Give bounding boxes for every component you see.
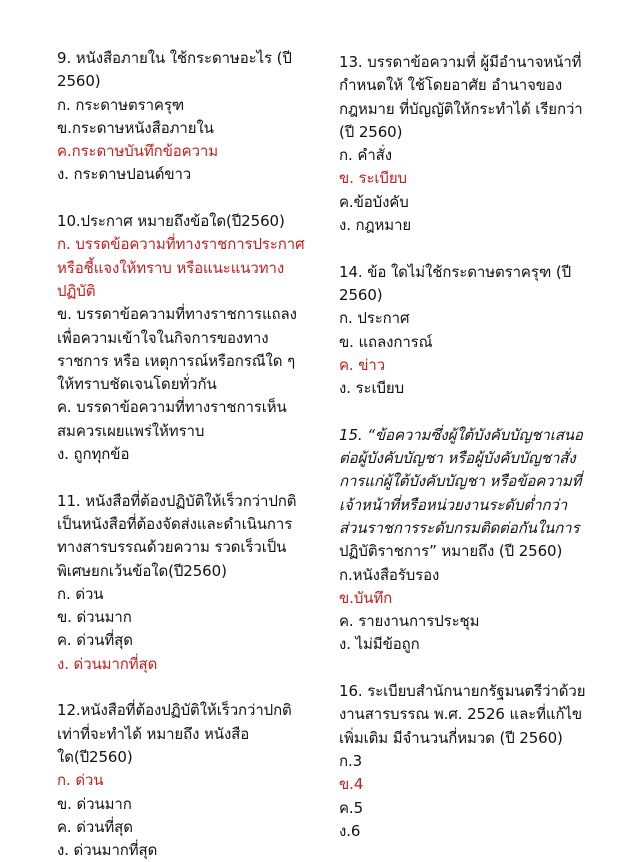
question-11-option-c: ค. ด่วนที่สุด bbox=[57, 631, 133, 650]
question-15 bbox=[339, 424, 601, 657]
question-15-option-c: ค. รายงานการประชุม bbox=[339, 612, 480, 631]
question-14-option-a: ก. ประกาศ bbox=[339, 309, 410, 328]
question-15-option-d: ง. ไม่มีข้อถูก bbox=[339, 635, 420, 654]
question-12-option-d: ง. ด่วนมากที่สุด bbox=[57, 841, 158, 860]
question-15-option-a: ก.หนังสือรับรอง bbox=[339, 565, 440, 584]
question-16-line-1: 16. ระเบียบสำนักนายกรัฐมนตรีว่าด้วย bbox=[339, 682, 586, 701]
question-10-option-b-line-4: ให้ทราบชัดเจนโดยทั่วกัน bbox=[57, 375, 217, 394]
question-10-answer-a-line-3: ปฏิบัติ bbox=[57, 281, 96, 300]
question-10-line-1: 10.ประกาศ หมายถึงข้อใด(ปี2560) bbox=[57, 212, 285, 231]
question-14-line-2: 2560) bbox=[339, 285, 383, 304]
question-13-line-3: กฎหมาย ที่บัญญัติให้กระทำได้ เรียกว่า bbox=[339, 99, 583, 118]
question-12 bbox=[57, 699, 319, 862]
question-15-line-5: ส่วนราชการระดับกรมติดต่อกันในการ bbox=[339, 518, 580, 537]
question-9-answer-c: ค.กระดาษบันทึกข้อความ bbox=[57, 142, 219, 161]
question-16-answer-b: ข.4 bbox=[339, 775, 364, 794]
question-15-line-1: 15. “ข้อความซึ่งผู้ใต้บังคับบัญชาเสนอ bbox=[339, 425, 583, 444]
question-13 bbox=[339, 51, 601, 237]
question-9-option-b: ข.กระดาษหนังสือภายใน bbox=[57, 118, 214, 137]
question-15-line-4: เจ้าหน้าที่หรือหน่วยงานระดับต่ำกว่า bbox=[339, 495, 568, 514]
question-15-line-3: การแก่ผู้ใต้บังคับบัญชา หรือข้อความที่ bbox=[339, 472, 582, 491]
question-16-line-3: เพิ่มเติม มีจำนวนกี่หมวด (ปี 2560) bbox=[339, 728, 563, 747]
question-9-line-2: 2560) bbox=[57, 72, 101, 91]
question-13-answer-b: ข. ระเบียบ bbox=[339, 169, 407, 188]
right-column bbox=[339, 51, 601, 843]
question-9-line-1: 9. หนังสือภายใน ใช้กระดาษอะไร (ปี bbox=[57, 49, 292, 67]
question-14-option-b: ข. แถลงการณ์ bbox=[339, 332, 433, 351]
question-11-line-4: พิเศษยกเว้นข้อใด(ปี2560) bbox=[57, 561, 227, 580]
question-16 bbox=[339, 680, 601, 843]
question-14-option-d: ง. ระเบียบ bbox=[339, 379, 405, 398]
question-10-answer-a-line-2: หรือชี้แจงให้ทราบ หรือแนะแนวทาง bbox=[57, 258, 285, 277]
question-11-line-2: เป็นหนังสือที่ต้องจัดส่งและดำเนินการ bbox=[57, 514, 293, 533]
question-15-line-6: ปฏิบัติราชการ” หมายถึง (ปี 2560) bbox=[339, 542, 563, 561]
question-11-option-b: ข. ด่วนมาก bbox=[57, 608, 132, 627]
question-9-option-d: ง. กระดาษปอนด์ขาว bbox=[57, 165, 192, 184]
question-16-option-a: ก.3 bbox=[339, 751, 363, 770]
question-14 bbox=[339, 261, 601, 401]
question-13-option-d: ง. กฎหมาย bbox=[339, 216, 412, 235]
question-13-line-1: 13. บรรดาข้อความที่ ผู้มีอำนาจหน้าที่ bbox=[339, 53, 582, 71]
question-11-line-1: 11. หนังสือที่ต้องปฏิบัติให้เร็วกว่าปกติ bbox=[57, 491, 297, 510]
question-10-option-d: ง. ถูกทุกข้อ bbox=[57, 445, 130, 464]
question-11-answer-d: ง. ด่วนมากที่สุด bbox=[57, 654, 158, 673]
question-13-line-4: (ปี 2560) bbox=[339, 122, 403, 141]
left-column bbox=[57, 47, 319, 862]
question-12-line-2: เท่าที่จะทำได้ หมายถึง หนังสือ bbox=[57, 724, 250, 743]
question-10 bbox=[57, 210, 319, 466]
question-12-option-c: ค. ด่วนที่สุด bbox=[57, 817, 133, 836]
question-14-line-1: 14. ข้อ ใดไม่ใช้กระดาษตราครุฑ (ปี bbox=[339, 262, 572, 281]
question-12-line-3: ใด(ปี2560) bbox=[57, 747, 133, 766]
question-12-option-b: ข. ด่วนมาก bbox=[57, 794, 132, 813]
question-16-option-c: ค.5 bbox=[339, 798, 364, 817]
question-11 bbox=[57, 490, 319, 676]
question-15-answer-b: ข.บันทึก bbox=[339, 588, 393, 607]
question-13-line-2: กำหนดให้ ใช้โดยอาศัย อำนาจของ bbox=[339, 76, 563, 95]
question-9 bbox=[57, 47, 319, 187]
question-10-option-b-line-3: ราชการ หรือ เหตุการณ์หรือกรณีใด ๆ bbox=[57, 351, 296, 370]
question-13-option-a: ก. คำสั่ง bbox=[339, 146, 392, 165]
question-11-option-a: ก. ด่วน bbox=[57, 584, 104, 603]
question-15-line-2: ต่อผู้บังคับบัญชา หรือผู้บังคับบัญชาสั่ง bbox=[339, 449, 576, 468]
question-12-answer-a: ก. ด่วน bbox=[57, 771, 104, 790]
question-10-option-b-line-1: ข. บรรดาข้อความที่ทางราชการแถลง bbox=[57, 305, 297, 324]
question-14-answer-c: ค. ข่าว bbox=[339, 355, 386, 374]
question-12-line-1: 12.หนังสือที่ต้องปฏิบัติให้เร็วกว่าปกติ bbox=[57, 701, 292, 720]
question-10-option-b-line-2: เพื่อความเข้าใจในกิจการของทาง bbox=[57, 328, 269, 347]
question-11-line-3: ทางสารบรรณด้วยความ รวดเร็วเป็น bbox=[57, 538, 287, 557]
question-16-option-d: ง.6 bbox=[339, 821, 361, 840]
question-9-option-a: ก. กระดาษตราครุฑ bbox=[57, 95, 185, 114]
question-10-option-c-line-2: สมควรเผยแพร่ให้ทราบ bbox=[57, 421, 205, 440]
question-16-line-2: งานสารบรรณ พ.ศ. 2526 และที่แก้ไข bbox=[339, 705, 583, 724]
question-13-option-c: ค.ข้อบังคับ bbox=[339, 192, 409, 211]
question-10-answer-a-line-1: ก. บรรดข้อความที่ทางราชการประกาศ bbox=[57, 235, 305, 254]
question-10-option-c-line-1: ค. บรรดาข้อความที่ทางราชการเห็น bbox=[57, 398, 287, 417]
